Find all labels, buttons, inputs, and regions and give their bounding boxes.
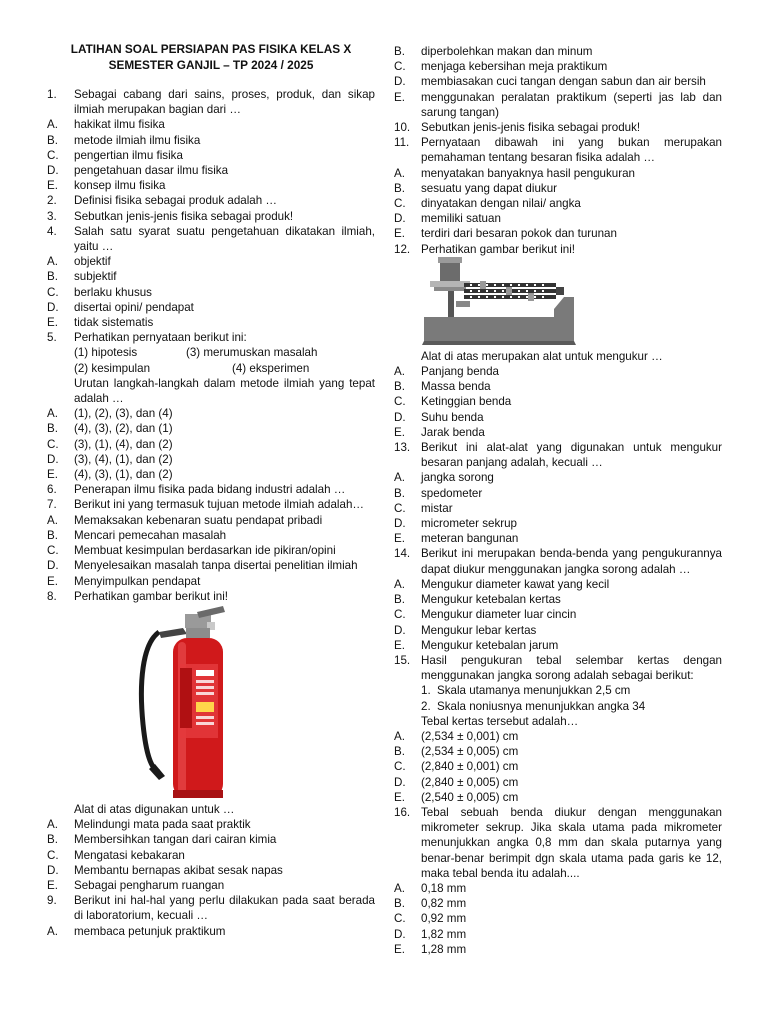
question-1 [47,87,375,117]
option-c: C. berlaku khusus [47,285,152,299]
option-b: B. sesuatu yang dapat diukur [394,181,558,195]
question-text: Salah satu syarat suatu pengetahuan dikatakan ilmiah, yaitu … [74,224,375,254]
option-c: C. pengertian ilmu fisika [47,148,183,162]
option-c: C. (3), (1), (4), dan (2) [47,437,173,451]
option-b: B. metode ilmiah ilmu fisika [47,133,201,147]
option-a: A. Melindungi mata pada saat praktik [47,818,251,832]
question-text: Hasil pengukuran tebal selembar kertas dengan menggunakan jangka sorong adalah sebagai berikut: [421,653,722,683]
question-text: Sebutkan jenis-jenis fisika sebagai produk! [421,121,641,135]
option-c: C. 0,92 mm [394,912,467,926]
option-d: D. Mengukur lebar kertas [394,623,537,637]
option-a: A. (2,534 ± 0,001) cm [394,729,519,743]
option-d: D. Membantu bernapas akibat sesak napas [47,863,283,877]
option-b: B. Massa benda [394,380,491,394]
question-6: 6. Penerapan ilmu fisika pada bidang industri adalah … [47,482,375,497]
statement-row [74,345,375,360]
statement-3: (3) merumuskan masalah [186,346,318,360]
question-text: Urutan langkah-langkah dalam metode ilmiah yang tepat adalah … [74,376,375,406]
question-text: Definisi fisika sebagai produk adalah … [74,194,278,208]
option-d: D. membiasakan cuci tangan dengan sabun dan air bersih [394,75,706,89]
option-a: A. Panjang benda [394,365,500,379]
option-d: D. pengetahuan dasar ilmu fisika [47,164,229,178]
title-line-2: SEMESTER GANJIL – TP 2024 / 2025 [108,57,314,72]
statement-4: (4) eksperimen [232,361,310,375]
option-d: D. micrometer sekrup [394,517,517,531]
option-c: C. (2,840 ± 0,001) cm [394,760,519,774]
option-b: B. 0,82 mm [394,897,467,911]
option-a: A. Mengukur diameter kawat yang kecil [394,577,610,591]
question-text: Sebutkan jenis-jenis fisika sebagai produk! [74,209,294,223]
question-11: 11. Pernyataan dibawah ini yang bukan merupakan pemahaman tentang besaran fisika adalah … [394,136,722,165]
statement-row [74,361,375,376]
option-d: D. (3), (4), (1), dan (2) [47,452,173,466]
option-e: E. menggunakan peralatan praktikum (seperti jas lab dan sarung tangan) [394,90,722,119]
question-2: 2. Definisi fisika sebagai produk adalah … [47,193,375,208]
measurement-item-2: 2. Skala noniusnya menunjukkan angka 34 [421,699,646,713]
option-e: E. (2,540 ± 0,005) cm [394,790,519,804]
balance-icon [394,257,722,349]
title-line-1: LATIHAN SOAL PERSIAPAN PAS FISIKA KELAS X [70,42,352,56]
right-column [394,44,722,957]
option-c: C. Ketinggian benda [394,395,512,409]
option-a: A. Memaksakan kebenaran suatu pendapat pribadi [47,513,323,527]
question-7: 7. Berikut ini yang termasuk tujuan metode ilmiah adalah… [47,497,375,512]
option-c: C. Mengatasi kebakaran [47,848,185,862]
fire-extinguisher-icon [47,604,375,802]
option-b: B. subjektif [47,270,117,284]
option-a: A. membaca petunjuk praktikum [47,924,226,938]
question-4: 4. Salah satu syarat suatu pengetahuan dikatakan ilmiah, yaitu … [47,224,375,254]
question-15-prompt: Tebal kertas tersebut adalah… [421,714,579,728]
question-text: Sebagai cabang dari sains, proses, produk, dan sikap ilmiah merupakan bagian dari … [74,88,375,117]
option-c: C. Membuat kesimpulan berdasarkan ide pikiran/opini [47,544,336,558]
option-e: E. Jarak benda [394,425,485,439]
option-c: C. menjaga kebersihan meja praktikum [394,60,608,74]
option-d: D. disertai opini/ pendapat [47,300,194,314]
question-text: Perhatikan gambar berikut ini! [421,242,576,256]
question-13: 13. Berikut ini alat-alat yang digunakan untuk mengukur besaran panjang adalah, kecuali … [394,441,722,470]
question-text: Penerapan ilmu fisika pada bidang industri adalah … [74,483,346,497]
question-text: Perhatikan gambar berikut ini! [74,589,229,603]
option-c: C. mistar [394,501,453,515]
fire-extinguisher-image [47,604,375,802]
question-number: 1. [47,88,57,101]
triple-beam-balance-image [394,257,722,349]
option-c: C. dinyatakan dengan nilai/ angka [394,197,581,211]
option-e: E. Menyimpulkan pendapat [47,574,201,588]
option-b: B. diperbolehkan makan dan minum [394,45,593,58]
statement-2: (2) kesimpulan [74,361,151,375]
option-d: D. (2,840 ± 0,005) cm [394,775,519,789]
option-d: D. Suhu benda [394,410,484,424]
option-e: E. Mengukur ketebalan jarum [394,638,559,652]
option-e: E. tidak sistematis [47,316,154,330]
question-text: Tebal sebuah benda diukur dengan menggunakan mikrometer sekrup. Jika skala utama pada mikrometer menunjukkan angka 0,8 mm dan skala putarnya yang benar-benar berimpit dgn skala utama pada garis ke 12, maka tebal benda itu adalah.... [421,805,722,880]
question-14: 14. Berikut ini merupakan benda-benda yang pengukurannya dapat diukur menggunakan jangka sorong adalah … [394,547,722,576]
question-text: Pernyataan dibawah ini yang bukan merupakan pemahaman tentang besaran fisika adalah … [421,136,722,165]
option-e: E. (4), (3), (1), dan (2) [47,468,173,482]
option-e: E. terdiri dari besaran pokok dan turunan [394,227,617,241]
question-8: 8. Perhatikan gambar berikut ini! [47,589,375,604]
question-text: Berikut ini merupakan benda-benda yang pengukurannya dapat diukur menggunakan jangka sorong adalah … [421,547,722,576]
question-text: Berikut ini yang termasuk tujuan metode ilmiah adalah… [74,498,364,512]
question-15: 15. Hasil pengukuran tebal selembar kertas dengan menggunakan jangka sorong adalah sebagai berikut: [394,653,722,683]
measurement-item-1: 1. Skala utamanya menunjukkan 2,5 cm [421,684,631,698]
question-text: Perhatikan pernyataan berikut ini: [74,331,247,345]
question-8-prompt: Alat di atas digunakan untuk … [74,802,235,816]
option-a: A. menyatakan banyaknya hasil pengukuran [394,166,635,180]
option-d: D. 1,82 mm [394,927,467,941]
option-a: A. hakikat ilmu fisika [47,118,165,132]
statement-1: (1) hipotesis [74,346,138,360]
question-12: 12. Perhatikan gambar berikut ini! [394,242,722,257]
option-b: B. (2,534 ± 0,005) cm [394,745,519,759]
left-column [47,42,375,939]
question-10: 10. Sebutkan jenis-jenis fisika sebagai produk! [394,120,722,135]
option-b: B. spedometer [394,486,483,500]
question-3: 3. Sebutkan jenis-jenis fisika sebagai produk! [47,209,375,224]
option-a: A. objektif [47,255,111,269]
option-a: A. jangka sorong [394,471,494,485]
option-c: C. Mengukur diameter luar cincin [394,608,577,622]
worksheet-title [47,42,375,73]
option-e: E. konsep ilmu fisika [47,179,166,193]
option-b: B. Mengukur ketebalan kertas [394,593,561,607]
option-b: B. Mencari pemecahan masalah [47,528,227,542]
option-a: A. 0,18 mm [394,881,467,895]
question-5: 5. Perhatikan pernyataan berikut ini: (1) hipotesis (3) merumuskan masalah (2) kesimpulan (4) eksperimen Urutan langkah-langkah dalam metode ilmiah yang tepat adalah … [47,331,375,406]
option-e: E. 1,28 mm [394,942,467,956]
question-16: 16. Tebal sebuah benda diukur dengan menggunakan mikrometer sekrup. Jika skala utama pada mikrometer menunjukkan angka 0,8 mm dan skala putarnya yang benar-benar berimpit dgn skala utama pada garis ke 12, maka tebal benda itu adalah.... [394,805,722,880]
option-b: B. Membersihkan tangan dari cairan kimia [47,833,277,847]
option-d: D. memiliki satuan [394,212,501,226]
question-text: Berikut ini alat-alat yang digunakan untuk mengukur besaran panjang adalah, kecuali … [421,441,722,470]
question-12-prompt: Alat di atas merupakan alat untuk mengukur … [421,349,663,363]
question-text: Berikut ini hal-hal yang perlu dilakukan pada saat berada di laboratorium, kecuali … [74,894,375,923]
option-e: E. Sebagai pengharum ruangan [47,878,225,892]
option-e: E. meteran bangunan [394,532,519,546]
option-d: D. Menyelesaikan masalah tanpa disertai penelitian ilmiah [47,559,358,573]
question-9: 9. Berikut ini hal-hal yang perlu dilakukan pada saat berada di laboratorium, kecuali … [47,894,375,923]
option-a: A. (1), (2), (3), dan (4) [47,407,173,421]
option-b: B. (4), (3), (2), dan (1) [47,422,173,436]
